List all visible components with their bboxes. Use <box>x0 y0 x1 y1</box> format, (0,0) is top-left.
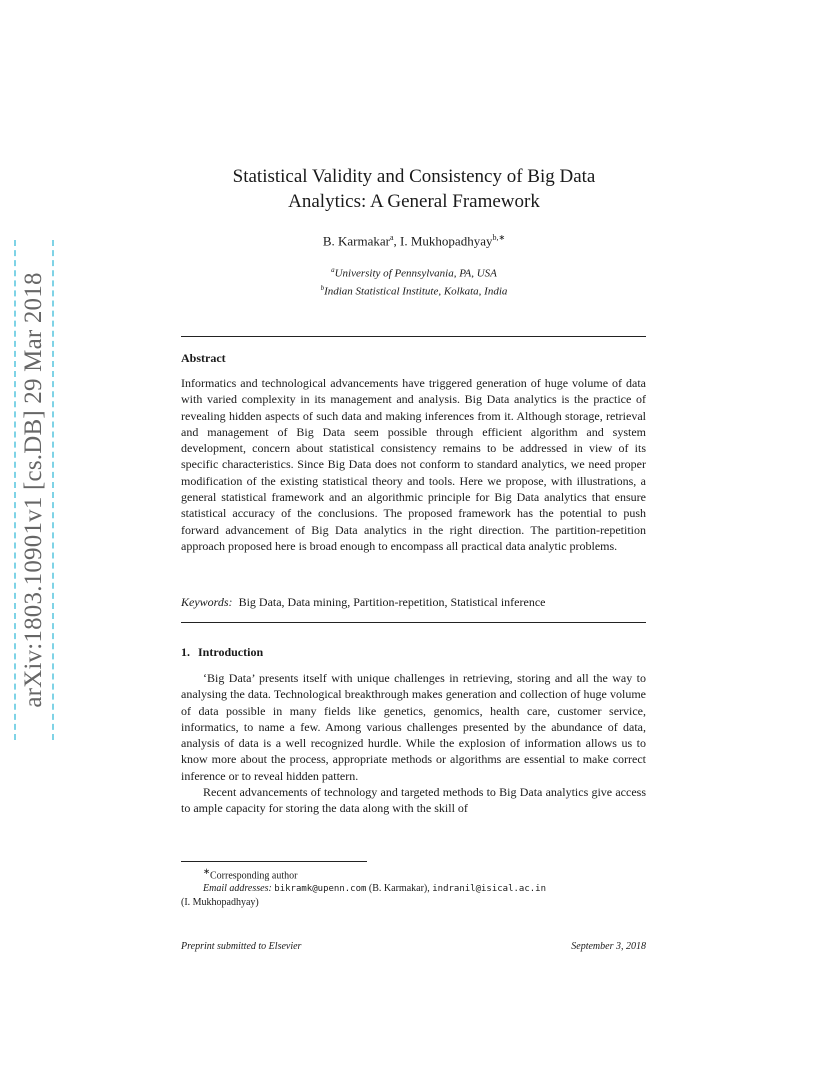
author-karmakar: B. Karmakar <box>322 233 390 249</box>
abstract-text: Informatics and technological advancements have triggered generation of huge volume of data with varied complexity in its management and analysis. Big Data analytics is the practice of revealing hidden aspects of such data and making inferences from it. Although storage, retrieval and management of Big Data seem possible through efficient algorithm and system development, concern about statistical consistency remains to be addressed in view of its specific characteristics. Since Big Data does not conform to standard analytics, we need proper modification of the existing statistical theory and tools. Here we propose, with illustrations, a general statistical framework and an algorithmic principle for Big Data analytics that ensure statistical accuracy of the conclusions. The proposed framework has the potential to push forward advancement of Big Data analytics in the right direction. The partition-repetition approach proposed here is broad enough to encompass all practical data analytic problems. <box>181 376 646 553</box>
intro-paragraph-1: ‘Big Data’ presents itself with unique challenges in retrieving, storing and all the way to analysing the data. Technological breakthrough makes generation and collection of huge volume of data possible in many fields like genetics, genomics, health care, customer service, informatics, to name a few. Among various challenges presented by the abundance of data, analysis of data is a well recognized hurdle. While the explosion of information allows us to know more about the process, appropriate methods or algorithms are essential to make correct inference or to reveal hidden pattern. <box>181 671 646 783</box>
abstract-heading: Abstract <box>181 351 226 365</box>
section-title: Introduction <box>198 645 264 659</box>
abstract-bottom-rule <box>181 622 646 623</box>
footnote <box>181 865 646 909</box>
author-list <box>182 233 646 249</box>
affiliation-b-mark: b <box>320 283 325 292</box>
footnote-email2-name: (I. Mukhopadhyay) <box>181 897 259 909</box>
title-line-2: Analytics: A General Framework <box>288 191 540 212</box>
email-mukhopadhyay[interactable]: indranil@isical.ac.in <box>432 884 547 895</box>
footnote-rule <box>181 861 367 862</box>
email-karmakar[interactable]: bikramk@upenn.com <box>274 884 367 895</box>
affiliations <box>182 263 646 298</box>
footnote-corresponding <box>181 865 646 882</box>
footnote-star: ∗ <box>203 867 210 876</box>
keywords-list: Big Data, Data mining, Partition-repetition, Statistical inference <box>238 595 546 609</box>
title-line-1: Statistical Validity and Consistency of Big Data <box>232 166 596 187</box>
keywords <box>181 595 646 610</box>
author-separator: , <box>393 233 401 249</box>
email-label: Email addresses: <box>203 883 272 895</box>
footer-preprint: Preprint submitted to Elsevier <box>181 941 302 952</box>
footnote-emails <box>181 882 646 896</box>
affiliation-b-text: Indian Statistical Institute, Kolkata, India <box>324 285 508 298</box>
affiliation-a-text: University of Pennsylvania, PA, USA <box>334 267 497 280</box>
author-karmakar-affil: a <box>389 233 394 242</box>
author-mukhopadhyay-affil: b,∗ <box>492 233 506 242</box>
affiliation-a-mark: a <box>331 266 335 274</box>
email-karmakar-name: (B. Karmakar), <box>368 883 430 895</box>
introduction-body <box>181 670 646 817</box>
section-heading-introduction <box>181 645 263 660</box>
paper-title <box>182 164 646 214</box>
intro-paragraph-2: Recent advancements of technology and targeted methods to Big Data analytics give access to ample capacity for storing the data along with the skill of <box>181 785 646 816</box>
author-mukhopadhyay: I. Mukhopadhyay <box>400 233 493 249</box>
affiliation-a <box>182 263 646 281</box>
section-number: 1. <box>181 645 190 659</box>
footnote-corresponding-text: Corresponding author <box>209 870 298 882</box>
keywords-label: Keywords: <box>181 595 233 609</box>
arxiv-stamp <box>14 240 54 740</box>
affiliation-b <box>182 281 646 299</box>
footer-date: September 3, 2018 <box>571 941 646 952</box>
arxiv-stamp-text: arXiv:1803.10901v1 [cs.DB] 29 Mar 2018 <box>20 272 47 708</box>
abstract-top-rule <box>181 336 646 337</box>
page-footer <box>181 941 646 952</box>
